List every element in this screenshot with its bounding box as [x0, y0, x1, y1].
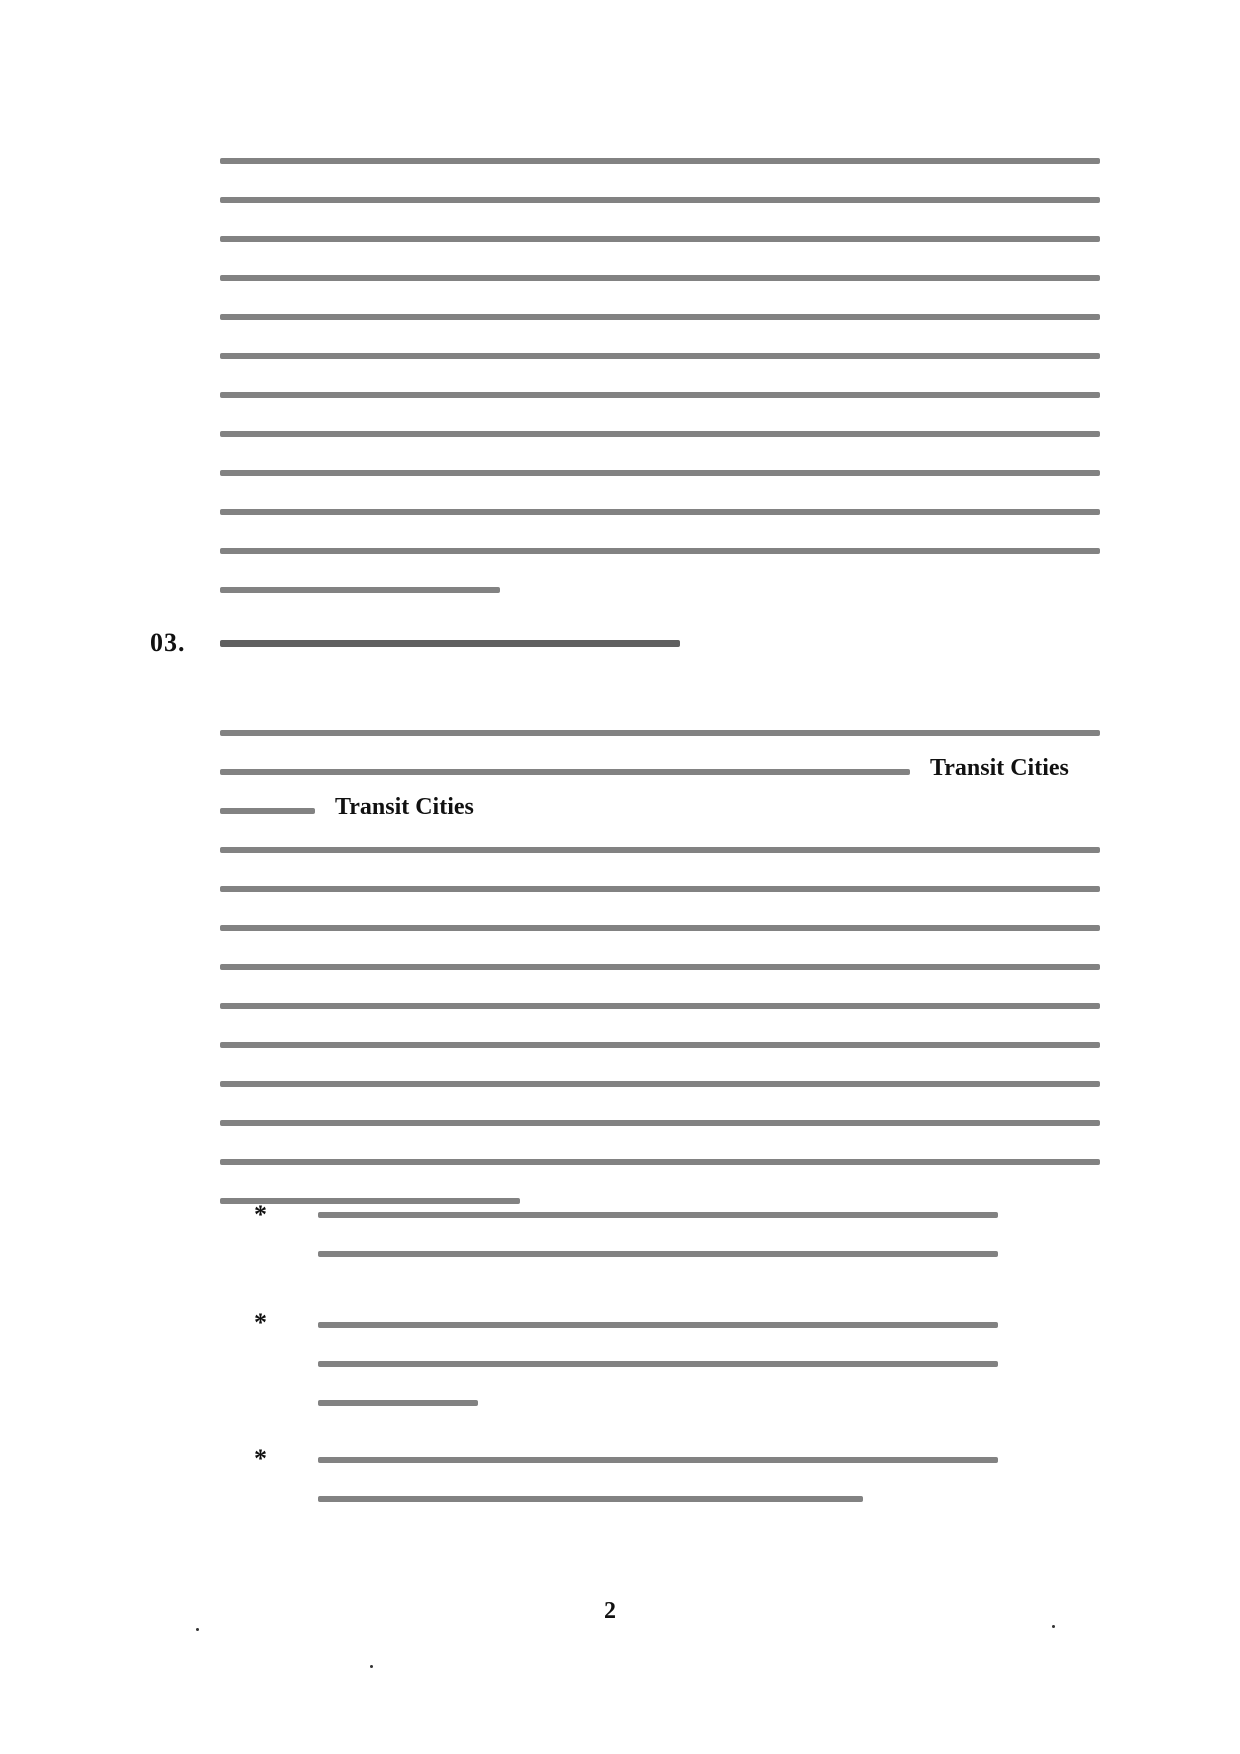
text-line: [318, 1251, 998, 1257]
page-number: 2: [604, 1598, 616, 1624]
paragraph-1: [220, 158, 1100, 593]
scan-speck: [370, 1665, 373, 1668]
text-line: [318, 1361, 998, 1367]
text-line: [220, 808, 315, 814]
transit-cities-phrase: Transit Cities: [335, 794, 474, 820]
text-line: [318, 1212, 998, 1218]
bullet-marker: *: [254, 1308, 267, 1337]
bullet-item-1: [318, 1212, 998, 1257]
text-line: [220, 1081, 1100, 1087]
transit-cities-phrase: Transit Cities: [930, 755, 1069, 781]
text-line: [220, 353, 1100, 359]
bullet-marker: *: [254, 1444, 267, 1473]
text-line: [318, 1457, 998, 1463]
heading-line: [220, 640, 680, 647]
text-line: [220, 886, 1100, 892]
text-line: [220, 275, 1100, 281]
text-line: [220, 548, 1100, 554]
text-line: [220, 1120, 1100, 1126]
scan-speck: [1052, 1625, 1055, 1628]
text-line: [220, 587, 500, 593]
text-line: [220, 1159, 1100, 1165]
text-line: [220, 314, 1100, 320]
text-line: [318, 1496, 863, 1502]
text-line: [220, 769, 910, 775]
text-line: [220, 925, 1100, 931]
text-line: [220, 1003, 1100, 1009]
bullet-item-2: [318, 1322, 998, 1406]
text-line: [220, 964, 1100, 970]
section-heading: [220, 640, 680, 647]
text-line: [220, 509, 1100, 515]
text-line: [220, 730, 1100, 736]
bullet-item-3: [318, 1457, 998, 1502]
text-line: [220, 392, 1100, 398]
bullet-marker: *: [254, 1200, 267, 1229]
text-line: [220, 847, 1100, 853]
scan-speck: [196, 1628, 199, 1631]
text-line: [220, 236, 1100, 242]
text-line: [318, 1400, 478, 1406]
section-number: 03.: [150, 628, 186, 657]
text-line: [318, 1322, 998, 1328]
text-line: [220, 431, 1100, 437]
text-line: [220, 1042, 1100, 1048]
text-line: [220, 470, 1100, 476]
text-line: [220, 197, 1100, 203]
text-line: [220, 158, 1100, 164]
